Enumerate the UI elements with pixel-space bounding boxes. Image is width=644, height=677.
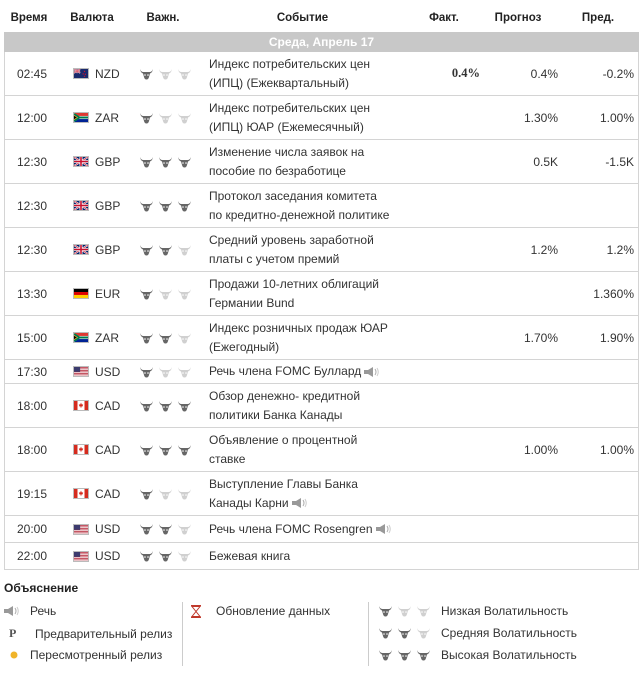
- za-flag-icon: [73, 112, 89, 123]
- importance-rating: [131, 399, 197, 413]
- header-time[interactable]: Время: [10, 12, 48, 24]
- event-time: 22:00: [17, 549, 48, 563]
- bull-icon: [139, 487, 154, 501]
- event-title[interactable]: [197, 55, 410, 93]
- bull-icon: [139, 522, 154, 536]
- gb-flag-icon: [73, 244, 89, 255]
- table-row[interactable]: [5, 384, 638, 428]
- bull-icon: [416, 648, 431, 662]
- revised-dot-icon: [4, 650, 24, 660]
- event-line-2[interactable]: ставке: [209, 451, 246, 466]
- ca-flag-icon: [73, 400, 89, 411]
- event-title[interactable]: [197, 520, 410, 539]
- event-title[interactable]: [197, 275, 410, 313]
- gb-flag-icon: [73, 156, 89, 167]
- table-row[interactable]: [5, 140, 638, 184]
- event-time: 02:45: [17, 66, 48, 81]
- forecast-value: 1.30%: [523, 110, 558, 125]
- currency-code: GBP: [95, 198, 121, 213]
- bull-icon: [158, 331, 173, 345]
- bull-icon: [177, 243, 192, 257]
- event-line-2[interactable]: (Ежегодный): [209, 339, 280, 354]
- bull-icon: [177, 331, 192, 345]
- currency-code: GBP: [95, 242, 121, 257]
- forecast-value: 0.5K: [533, 154, 558, 169]
- previous-value: 1.00%: [599, 442, 634, 457]
- legend-preliminary-label: Предварительный релиз: [35, 626, 173, 641]
- bull-icon: [139, 199, 154, 213]
- event-title[interactable]: [197, 431, 410, 469]
- legend-divider-1: [182, 602, 183, 666]
- bull-icon: [397, 626, 412, 640]
- legend-high-label: Высокая Волатильность: [441, 648, 577, 662]
- bull-icon: [177, 549, 192, 563]
- speaker-icon: [292, 498, 308, 508]
- event-line-1[interactable]: Протокол заседания комитета: [209, 188, 377, 203]
- importance-rating: [131, 331, 197, 345]
- economic-calendar: [4, 4, 639, 570]
- event-time: 12:30: [17, 198, 48, 213]
- legend-preliminary: [4, 626, 172, 641]
- table-row[interactable]: [5, 543, 638, 570]
- currency-code: CAD: [95, 486, 121, 501]
- header-currency[interactable]: Валюта: [70, 12, 114, 24]
- event-line-1[interactable]: Обзор денежно- кредитной: [209, 388, 361, 403]
- event-line-1[interactable]: Выступление Главы Банка: [209, 476, 358, 491]
- de-flag-icon: [73, 288, 89, 299]
- bull-icon: [158, 549, 173, 563]
- importance-rating: [131, 67, 197, 81]
- event-currency: [55, 549, 131, 563]
- bull-icon: [139, 331, 154, 345]
- bull-icon: [158, 287, 173, 301]
- legend-revised-label: Пересмотренный релиз: [30, 648, 163, 662]
- us-flag-icon: [73, 551, 89, 562]
- event-line-2[interactable]: (ИПЦ) ЮАР (Ежемесячный): [209, 119, 364, 134]
- bull-icon: [177, 199, 192, 213]
- bull-icon: [378, 648, 393, 662]
- importance-rating: [131, 243, 197, 257]
- event-line-1[interactable]: Речь члена FOMC Буллард: [209, 364, 362, 378]
- bull-icon: [158, 365, 173, 379]
- event-time: 18:00: [17, 398, 48, 413]
- bull-icon: [158, 487, 173, 501]
- bull-icon: [158, 155, 173, 169]
- ca-flag-icon: [73, 488, 89, 499]
- event-line-1[interactable]: Индекс потребительских цен: [209, 100, 371, 115]
- event-time: 13:30: [17, 286, 48, 301]
- legend-divider-2: [368, 602, 369, 666]
- legend-high-bulls: [378, 648, 431, 662]
- event-currency: [55, 399, 131, 413]
- event-currency: [55, 287, 131, 301]
- table-row[interactable]: [5, 516, 638, 543]
- bull-icon: [158, 399, 173, 413]
- bull-icon: [139, 67, 154, 81]
- table-row[interactable]: [5, 428, 638, 472]
- bull-icon: [139, 549, 154, 563]
- forecast-value: 1.70%: [523, 330, 558, 345]
- currency-code: USD: [95, 522, 121, 536]
- bull-icon: [177, 443, 192, 457]
- importance-rating: [131, 287, 197, 301]
- event-title[interactable]: [197, 187, 410, 225]
- bull-icon: [139, 287, 154, 301]
- bull-icon: [378, 626, 393, 640]
- event-line-2[interactable]: пособие по безработице: [209, 163, 346, 178]
- event-line-2[interactable]: платы с учетом премий: [209, 251, 340, 266]
- event-line-1[interactable]: Объявление о процентной: [209, 432, 358, 447]
- table-row[interactable]: [5, 228, 638, 272]
- event-currency: [55, 67, 131, 81]
- forecast-value: 1.00%: [523, 442, 558, 457]
- event-line-2[interactable]: политики Банка Канады: [209, 407, 343, 422]
- bull-icon: [139, 111, 154, 125]
- bull-icon: [397, 648, 412, 662]
- currency-code: USD: [95, 364, 121, 379]
- legend-update: [190, 604, 330, 618]
- table-row[interactable]: [5, 272, 638, 316]
- event-time: 20:00: [17, 522, 48, 536]
- previous-value: 1.90%: [599, 330, 634, 345]
- currency-code: USD: [95, 549, 121, 563]
- currency-code: GBP: [95, 154, 121, 169]
- bull-icon: [416, 604, 431, 618]
- table-header: [4, 4, 639, 32]
- forecast-value: 1.2%: [530, 242, 558, 257]
- bull-icon: [158, 522, 173, 536]
- nz-flag-icon: [73, 68, 89, 79]
- legend-speech-label: Речь: [30, 604, 57, 618]
- event-title[interactable]: [197, 231, 410, 269]
- event-currency: [55, 111, 131, 125]
- table-row[interactable]: [5, 52, 638, 96]
- bull-icon: [177, 287, 192, 301]
- bull-icon: [139, 243, 154, 257]
- forecast-value: 0.4%: [530, 66, 558, 81]
- importance-rating: [131, 155, 197, 169]
- table-row[interactable]: [5, 360, 638, 384]
- importance-rating: [131, 522, 197, 536]
- speaker-icon: [376, 524, 392, 534]
- legend-medium-label: Средняя Волатильность: [441, 626, 578, 640]
- event-currency: [55, 155, 131, 169]
- bull-icon: [177, 111, 192, 125]
- event-currency: [55, 199, 131, 213]
- previous-value: -0.2%: [602, 66, 634, 81]
- bull-icon: [158, 243, 173, 257]
- event-time: 17:30: [17, 364, 48, 379]
- bull-icon: [416, 626, 431, 640]
- header-forecast[interactable]: Прогноз: [494, 12, 542, 24]
- event-time: 15:00: [17, 330, 48, 345]
- event-line-1[interactable]: Индекс розничных продаж ЮАР: [209, 320, 388, 335]
- bull-icon: [139, 155, 154, 169]
- currency-code: CAD: [95, 442, 121, 457]
- header-actual[interactable]: Факт.: [429, 12, 459, 24]
- bull-icon: [177, 487, 192, 501]
- event-time: 12:00: [17, 110, 48, 125]
- bull-icon: [177, 399, 192, 413]
- table-row[interactable]: [5, 96, 638, 140]
- currency-code: ZAR: [95, 330, 119, 345]
- legend-medium: [378, 626, 577, 640]
- event-line-2[interactable]: Канады Карни: [209, 495, 289, 510]
- event-currency: [55, 522, 131, 536]
- event-line-2[interactable]: (ИПЦ) (Ежеквартальный): [209, 75, 349, 90]
- legend-high: [378, 648, 577, 662]
- table-row[interactable]: [5, 472, 638, 516]
- event-title[interactable]: [197, 547, 410, 566]
- speaker-icon: [4, 606, 24, 616]
- currency-code: ZAR: [95, 110, 119, 125]
- us-flag-icon: [73, 366, 89, 377]
- za-flag-icon: [73, 332, 89, 343]
- legend-low-bulls: [378, 604, 431, 618]
- event-line-1[interactable]: Речь члена FOMC Rosengren: [209, 521, 373, 536]
- event-time: 19:15: [17, 486, 48, 501]
- importance-rating: [131, 487, 197, 501]
- us-flag-icon: [73, 524, 89, 535]
- event-currency: [55, 243, 131, 257]
- previous-value: 1.360%: [593, 286, 634, 301]
- bull-icon: [139, 443, 154, 457]
- event-title[interactable]: [197, 475, 410, 513]
- event-title[interactable]: [197, 143, 410, 181]
- table-row[interactable]: [5, 184, 638, 228]
- previous-value: 1.00%: [599, 110, 634, 125]
- event-currency: [55, 331, 131, 345]
- legend-title: Объяснение: [4, 581, 79, 595]
- previous-value: -1.5K: [605, 154, 634, 169]
- event-currency: [55, 487, 131, 501]
- event-line-2[interactable]: по кредитно-денежной политике: [209, 207, 390, 222]
- event-line-1[interactable]: Средний уровень заработной: [209, 232, 374, 247]
- legend-speech: [4, 604, 56, 618]
- importance-rating: [131, 443, 197, 457]
- currency-code: NZD: [95, 66, 120, 81]
- legend-update-label: Обновление данных: [216, 604, 331, 618]
- bull-icon: [397, 604, 412, 618]
- bull-icon: [177, 67, 192, 81]
- bull-icon: [158, 67, 173, 81]
- event-title[interactable]: [197, 362, 410, 381]
- importance-rating: [131, 549, 197, 563]
- importance-rating: [131, 199, 197, 213]
- bull-icon: [177, 365, 192, 379]
- event-line-2[interactable]: Германии Bund: [209, 295, 295, 310]
- header-importance[interactable]: Важн.: [146, 12, 180, 24]
- legend-low: [378, 604, 568, 618]
- gb-flag-icon: [73, 200, 89, 211]
- ca-flag-icon: [73, 444, 89, 455]
- event-line-1[interactable]: Бежевая книга: [209, 548, 291, 563]
- event-currency: [55, 443, 131, 457]
- bull-icon: [177, 522, 192, 536]
- event-time: 18:00: [17, 442, 48, 457]
- bull-icon: [139, 399, 154, 413]
- speaker-icon: [364, 367, 380, 377]
- event-title[interactable]: [197, 99, 410, 137]
- bull-icon: [158, 199, 173, 213]
- hourglass-icon: [190, 605, 210, 618]
- table-row[interactable]: [5, 316, 638, 360]
- importance-rating: [131, 111, 197, 125]
- previous-value: 1.2%: [606, 242, 634, 257]
- event-time: 12:30: [17, 242, 48, 257]
- actual-value: 0.4%: [451, 66, 480, 80]
- bull-icon: [378, 604, 393, 618]
- bull-icon: [177, 155, 192, 169]
- legend-low-label: Низкая Волатильность: [441, 604, 569, 618]
- event-line-1[interactable]: Индекс потребительских цен: [209, 56, 371, 71]
- event-line-1[interactable]: Продажи 10-летних облигаций: [209, 276, 380, 291]
- event-line-1[interactable]: Изменение числа заявок на: [209, 144, 365, 159]
- bull-icon: [158, 111, 173, 125]
- importance-rating: [131, 365, 197, 379]
- currency-code: EUR: [95, 286, 121, 301]
- bull-icon: [139, 365, 154, 379]
- legend-revised: [4, 648, 162, 662]
- event-time: 12:30: [17, 154, 48, 169]
- event-list: [4, 52, 639, 570]
- preliminary-icon: P: [9, 626, 17, 640]
- event-currency: [55, 365, 131, 379]
- bull-icon: [158, 443, 173, 457]
- legend-medium-bulls: [378, 626, 431, 640]
- header-previous[interactable]: Пред.: [581, 12, 615, 24]
- currency-code: CAD: [95, 398, 121, 413]
- header-event[interactable]: Событие: [276, 12, 329, 24]
- event-title[interactable]: [197, 387, 410, 425]
- day-header: Среда, Апрель 17: [4, 32, 639, 52]
- event-title[interactable]: [197, 319, 410, 357]
